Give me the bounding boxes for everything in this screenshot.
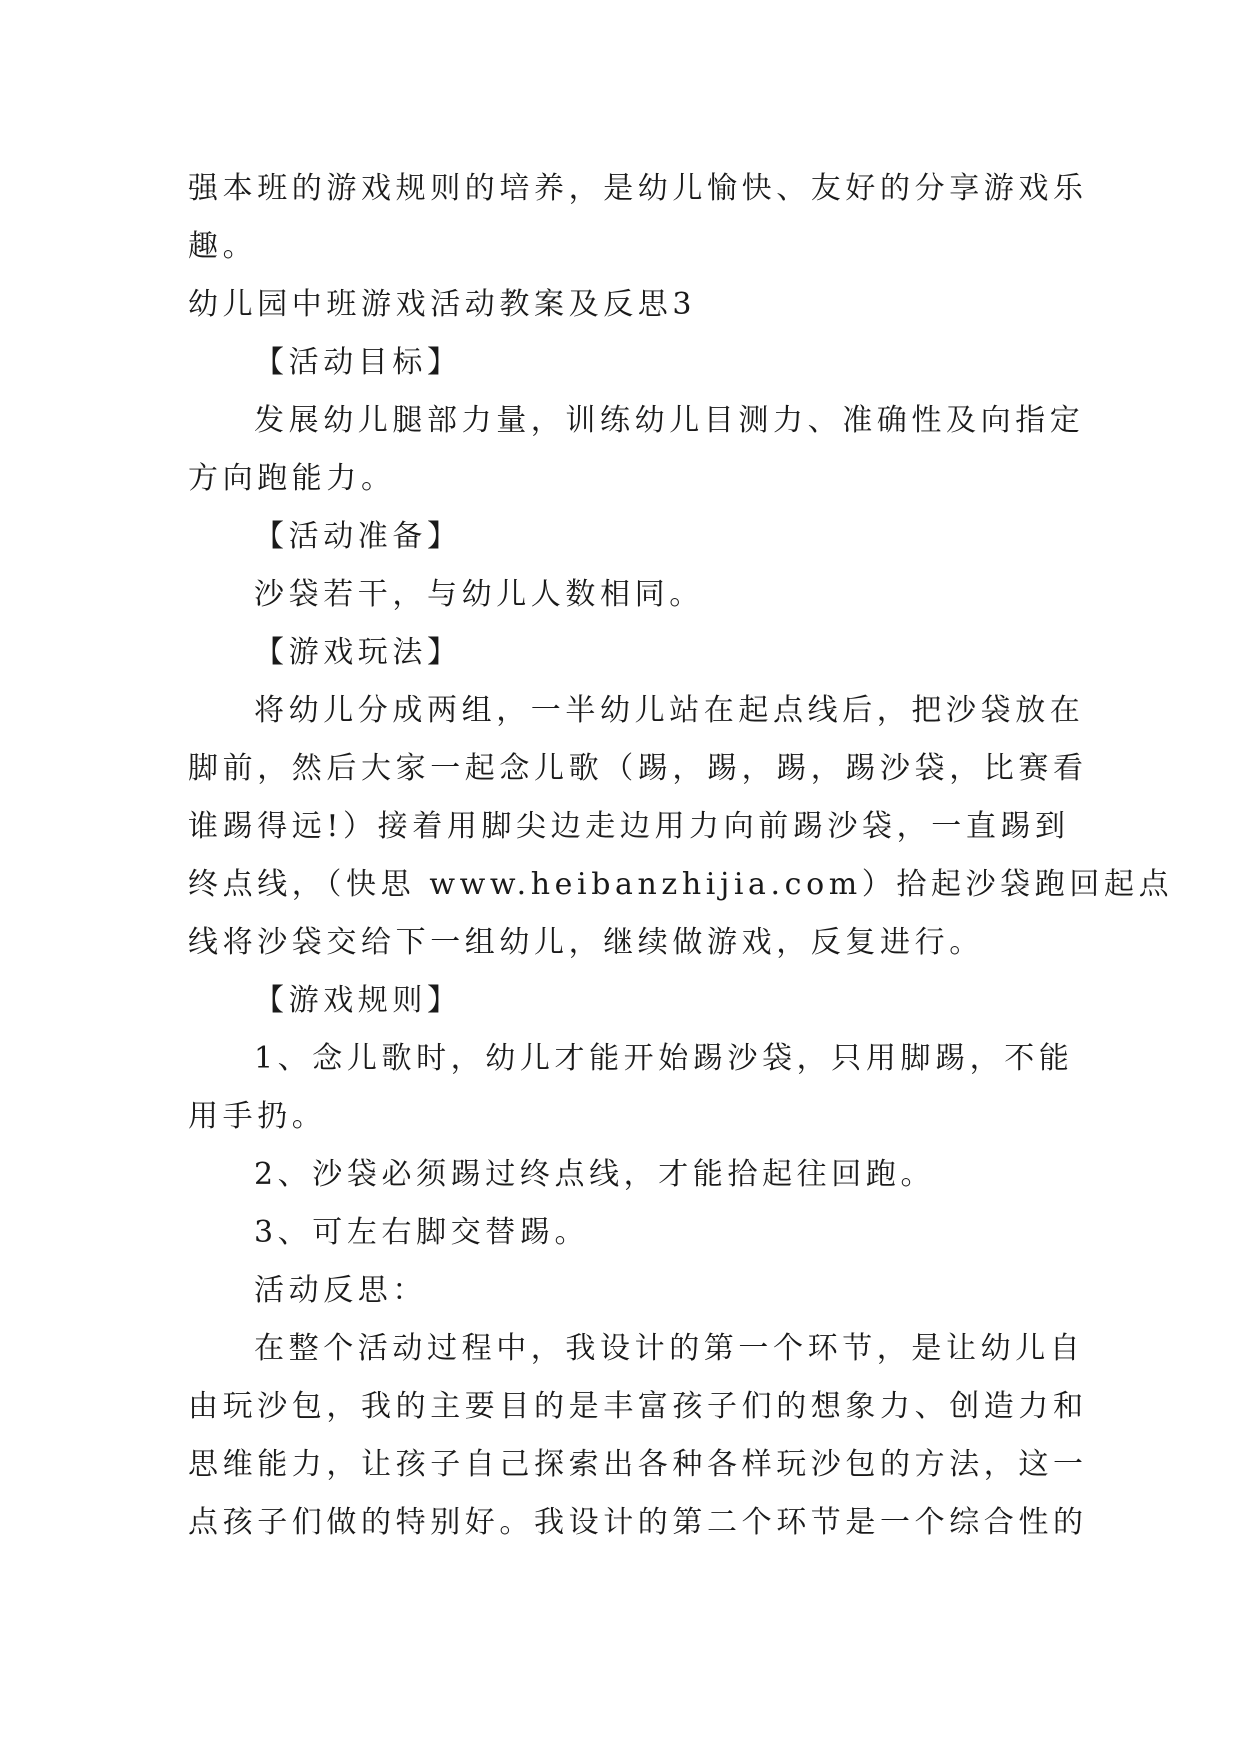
text-line: 强本班的游戏规则的培养，是幼儿愉快、友好的分享游戏乐 — [188, 171, 1088, 206]
text-line: 脚前，然后大家一起念儿歌（踢，踢，踢，踢沙袋，比赛看 — [188, 751, 1088, 786]
text-line: 线将沙袋交给下一组幼儿，继续做游戏，反复进行。 — [188, 925, 984, 960]
section-heading: 【游戏玩法】 — [254, 635, 462, 670]
text-line: 思维能力，让孩子自己探索出各种各样玩沙包的方法，这一 — [188, 1447, 1088, 1482]
text-line: 方向跑能力。 — [188, 461, 396, 496]
section-heading: 【活动准备】 — [254, 519, 462, 554]
text-line: 1、念儿歌时，幼儿才能开始踢沙袋，只用脚踢，不能 — [254, 1041, 1074, 1076]
text-line: 终点线，（快思 www.heibanzhijia.com）拾起沙袋跑回起点 — [188, 867, 1174, 902]
text-line: 由玩沙包，我的主要目的是丰富孩子们的想象力、创造力和 — [188, 1389, 1088, 1424]
document-body — [188, 160, 1174, 1552]
text-line: 3、可左右脚交替踢。 — [254, 1215, 590, 1250]
section-heading: 活动反思： — [254, 1273, 427, 1308]
text-line: 将幼儿分成两组，一半幼儿站在起点线后，把沙袋放在 — [254, 693, 1085, 728]
text-line: 在整个活动过程中，我设计的第一个环节，是让幼儿自 — [254, 1331, 1085, 1366]
text-line: 2、沙袋必须踢过终点线，才能拾起往回跑。 — [254, 1157, 936, 1192]
section-heading: 【活动目标】 — [254, 345, 462, 380]
text-line: 点孩子们做的特别好。我设计的第二个环节是一个综合性的 — [188, 1505, 1088, 1540]
section-heading: 【游戏规则】 — [254, 983, 462, 1018]
text-line: 发展幼儿腿部力量，训练幼儿目测力、准确性及向指定 — [254, 403, 1085, 438]
text-line: 沙袋若干，与幼儿人数相同。 — [254, 577, 704, 612]
section-title: 幼儿园中班游戏活动教案及反思3 — [188, 287, 697, 322]
text-line: 谁踢得远!）接着用脚尖边走边用力向前踢沙袋，一直踢到 — [188, 809, 1070, 844]
text-line: 趣。 — [188, 229, 258, 264]
text-line: 用手扔。 — [188, 1099, 327, 1134]
